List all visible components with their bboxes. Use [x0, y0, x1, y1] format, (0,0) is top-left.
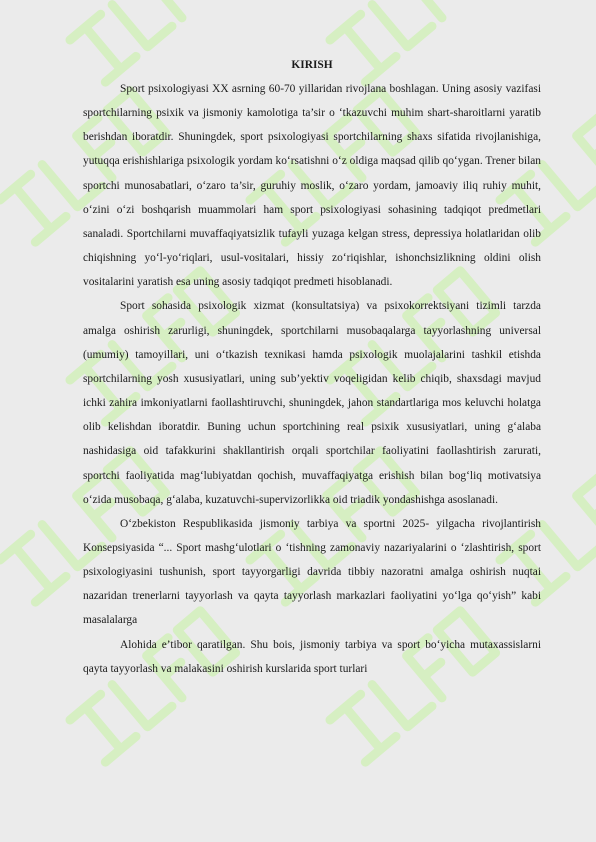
watermark-stroke — [0, 174, 66, 242]
watermark-stroke — [70, 694, 136, 762]
paragraph-1: Sport psixologiyasi XX asrning 60-70 yillaridan rivojlana boshlagan. Uning asosiy vazifasi sportchilarning psixik va jismoniy kamolotiga ta’sir o ‘tkazuvchi muhim shart-sharoitlarni yaratib berishdan iboratdir. Shuningdek, sport psixologiyasi sportchilarning shaxs sifatida rivojlanishiga, yutuqqa erishishlariga psixologik yordam ko‘rsatishni o‘z oldiga maqsad qilib qo‘ygan. Trener bilan sportchi munosabatlari, o‘zaro ta’sir, guruhiy moslik, o‘zaro yordam, jamoaviy iliq ruhiy muhit, o‘zini o‘zi boshqarish muammolari ham sport psixologiyasi sohasining tadqiqot predmetlari sanaladi. Sportchilarni muvaffaqiyatsizlik tufayli yuzaga kelgan stress, depressiya holatlaridan olib chiqishning yo‘l-yo‘riqlari, usul-vositalari, hissiy zo‘riqishlar, ishonchsizlikning oldini olish vositalarini yaratish esa uning asosiy tadqiqot predmeti hisoblanadi. — [83, 83, 541, 289]
watermark-stroke — [577, 118, 596, 178]
watermark-stroke — [112, 0, 172, 47]
watermark-stroke — [147, 0, 204, 18]
watermark-stroke — [542, 504, 596, 567]
watermark-stroke — [372, 0, 432, 47]
document-body — [83, 57, 541, 681]
watermark-stroke — [407, 0, 464, 18]
watermark-stroke — [577, 478, 596, 538]
watermark-stroke — [542, 144, 596, 207]
page-title: KIRISH — [291, 59, 333, 71]
paragraph-2: Sport sohasida psixologik xizmat (konsultatsiya) va psixokorrektsiyani tizimli tarzda amalga oshirish zarurligi, shuningdek, sportchilarni musobaqalarga tayyorlashning universal (umumiy) tamoyillari, uni o‘tkazish texnikasi hamda psixologik muolajalarini tashkil etishda sportchilarning yosh xususiyatlari, uning sub’yektiv voqeligidan kelib chiqib, shaxsdagi mavjud ichki zahira imkoniyatlarni faollashtiruvchi, shuningdek, jahon standartlariga mos keluvchi holatga olib kelishdan iboratdir. Buning uchun sportchining real psixik xususiyatlari, uning g‘alaba nashidasiga oid tafakkurini shakllantirish orqali sportchilar faoliyatini faollashtirish zarurati, sportchi faoliyatida mag‘lubiyatdan qochish, muvaffaqiyatga erishish bilan bog‘liq motivatsiya o‘zida musobaqa, g‘alaba, kuzatuvchi-supervizorlikka oid triadik yondashishga asoslanadi. — [83, 300, 541, 506]
paragraph-3: O‘zbekiston Respublikasida jismoniy tarbiya va sportni 2025- yilgacha rivojlantirish Konsepsiyasida “... Sport mashg‘ulotlari o ‘tishning zamonaviy nazariyalarini o ‘zlashtirish, sport psixologiyasini tushunish, sport tayyorgarligi davrida tibbiy nazoratni amalga oshirish nuqtai nazaridan trenerlarni tayyorlash va qayta tayyorlash markazlari faoliyatini yo‘lga qo‘yish” kabi masalalarga — [83, 517, 541, 627]
watermark-stroke — [330, 694, 396, 762]
paragraph-4: Alohida e’tibor qaratilgan. Shu bois, jismoniy tarbiya va sport bo‘yicha mutaxassislarni qayta tayyorlash va malakasini oshirish kurslarida sport turlari — [83, 638, 541, 675]
watermark-stroke — [0, 534, 66, 602]
